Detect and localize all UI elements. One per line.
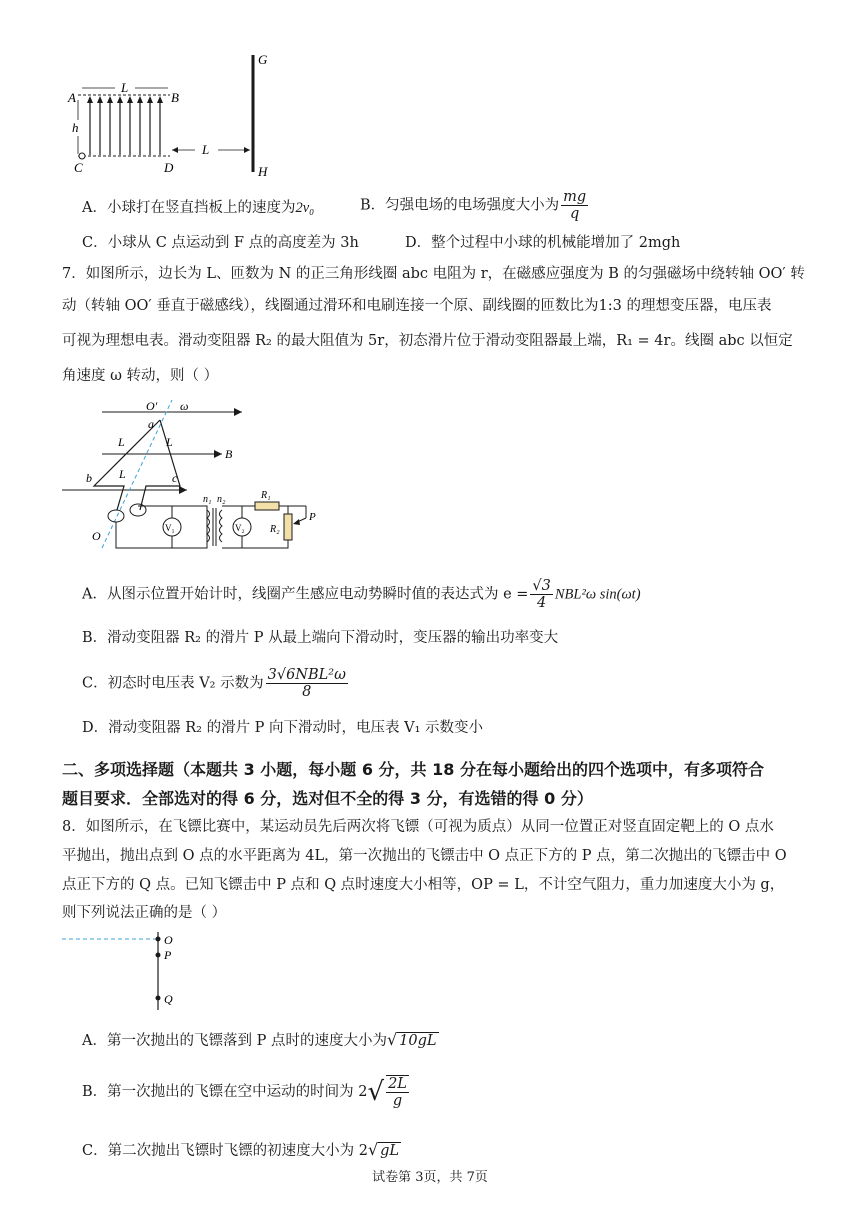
- q6-figure: [60, 50, 300, 185]
- label-D: D: [164, 160, 174, 175]
- label-L2: L: [166, 435, 173, 449]
- q6-option-d: D．整个过程中小球的机械能增加了 2mgh: [405, 235, 681, 251]
- label-B-field: B: [225, 447, 233, 461]
- section-2-heading-line2: 题目要求．全部选对的得 6 分，选对但不全的得 3 分，有选错的得 0 分）: [62, 789, 593, 808]
- q7-option-b: B．滑动变阻器 R₂ 的滑片 P 从最上端向下滑动时，变压器的输出功率变大: [82, 630, 559, 646]
- label-L-top: L: [121, 80, 129, 95]
- label-A: A: [68, 90, 76, 105]
- label-G: G: [258, 52, 268, 67]
- label-n2: n₂: [217, 494, 226, 505]
- q7-option-a: A．从图示位置开始计时，线圈产生感应电动势瞬时值的表达式为 e = $\frac{√3}{4}$ NBL²ω sin(ωt): [82, 578, 641, 611]
- q7-stem-line2: 动（转轴 OO′ 垂直于磁感线），线圈通过滑环和电刷连接一个原、副线圈的匝数比为1:3 的理想变压器，电压表: [62, 298, 772, 314]
- q8-option-c: C．第二次抛出飞镖时飞镖的初速度大小为 2√ gL: [82, 1140, 400, 1159]
- label-L3: L: [119, 467, 126, 481]
- fraction: $\frac{mg}{q}$: [563, 189, 587, 222]
- label-C: C: [74, 160, 83, 175]
- label-V2: V₂: [235, 523, 245, 533]
- q7-stem-line1: 7．如图所示，边长为 L、匝数为 N 的正三角形线圈 abc 电阻为 r，在磁感应强度为 B 的匀强磁场中绕转轴 OO′ 转: [62, 266, 805, 282]
- q8-stem-line1: 8．如图所示，在飞镖比赛中，某运动员先后两次将飞镖（可视为质点）从同一位置正对竖直固定靶上的 O 点水: [62, 819, 774, 835]
- q8-stem-line2: 平抛出，抛出点到 O 点的水平距离为 4L，第一次抛出的飞镖击中 O 点正下方的 P 点，第二次抛出的飞镖击中 O: [62, 848, 787, 864]
- q7-option-c: C．初态时电压表 V₂ 示数为 $\frac{\text{3√6NBL²ω}}{8}$: [82, 667, 346, 700]
- label-R1: R₁: [261, 490, 271, 501]
- fraction: $\frac{\text{3√6NBL²ω}}{8}$: [267, 667, 346, 700]
- label-O: O: [92, 529, 101, 543]
- label-P: P: [309, 511, 316, 523]
- page-footer: 试卷第 3页，共 7页: [372, 1170, 488, 1185]
- label-P: P: [164, 948, 172, 962]
- q7-figure: [62, 398, 342, 563]
- label-b: b: [86, 471, 92, 485]
- label-O: O: [164, 933, 173, 947]
- q8-stem-line4: 则下列说法正确的是（ ）: [62, 905, 227, 921]
- label-n1: n₁: [203, 494, 212, 505]
- label-L-mid: L: [202, 142, 210, 157]
- label-V1: V₁: [165, 523, 175, 533]
- fraction: $\frac{√3}{4}$: [532, 578, 551, 611]
- q8-stem-line3: 点正下方的 Q 点。已知飞镖击中 P 点和 Q 点时速度大小相等，OP = L，不计空气阻力，重力加速度大小为 g，: [62, 877, 785, 893]
- section-2-heading-line1: 二、多项选择题（本题共 3 小题，每小题 6 分，共 18 分在每小题给出的四个选项中，有多项符合: [62, 760, 764, 779]
- label-a: a: [148, 417, 154, 431]
- q7-stem-line3: 可视为理想电表。滑动变阻器 R₂ 的最大阻值为 5r，初态滑片位于滑动变阻器最上端，R₁ = 4r。线圈 abc 以恒定: [62, 333, 793, 349]
- label-h: h: [72, 120, 79, 135]
- q8-option-b: B．第一次抛出的飞镖在空中运动的时间为 2√ $\frac{2L}{g}$: [82, 1076, 407, 1109]
- label-c: c: [172, 471, 178, 485]
- q7-option-d: D．滑动变阻器 R₂ 的滑片 P 向下滑动时，电压表 V₁ 示数变小: [82, 720, 484, 736]
- label-Q: Q: [164, 992, 173, 1006]
- label-L1: L: [118, 435, 125, 449]
- label-R2: R₂: [270, 524, 280, 535]
- q8-figure: [60, 930, 190, 1015]
- q6-option-a: A．小球打在竖直挡板上的速度为2v₀: [82, 200, 315, 216]
- label-omega: ω: [180, 399, 189, 413]
- q6-option-b: B．匀强电场的电场强度大小为 $\frac{mg}{q}$: [360, 189, 587, 222]
- fraction: $\frac{2L}{g}$: [388, 1076, 407, 1109]
- q7-stem-line4: 角速度 ω 转动，则（ ）: [62, 368, 219, 384]
- label-H: H: [258, 164, 268, 179]
- q8-option-a: A．第一次抛出的飞镖落到 P 点时的速度大小为√ 10gL: [82, 1030, 437, 1049]
- label-O-prime: O′: [146, 399, 158, 413]
- label-B: B: [171, 90, 179, 105]
- q6-option-c: C．小球从 C 点运动到 F 点的高度差为 3h: [82, 235, 359, 251]
